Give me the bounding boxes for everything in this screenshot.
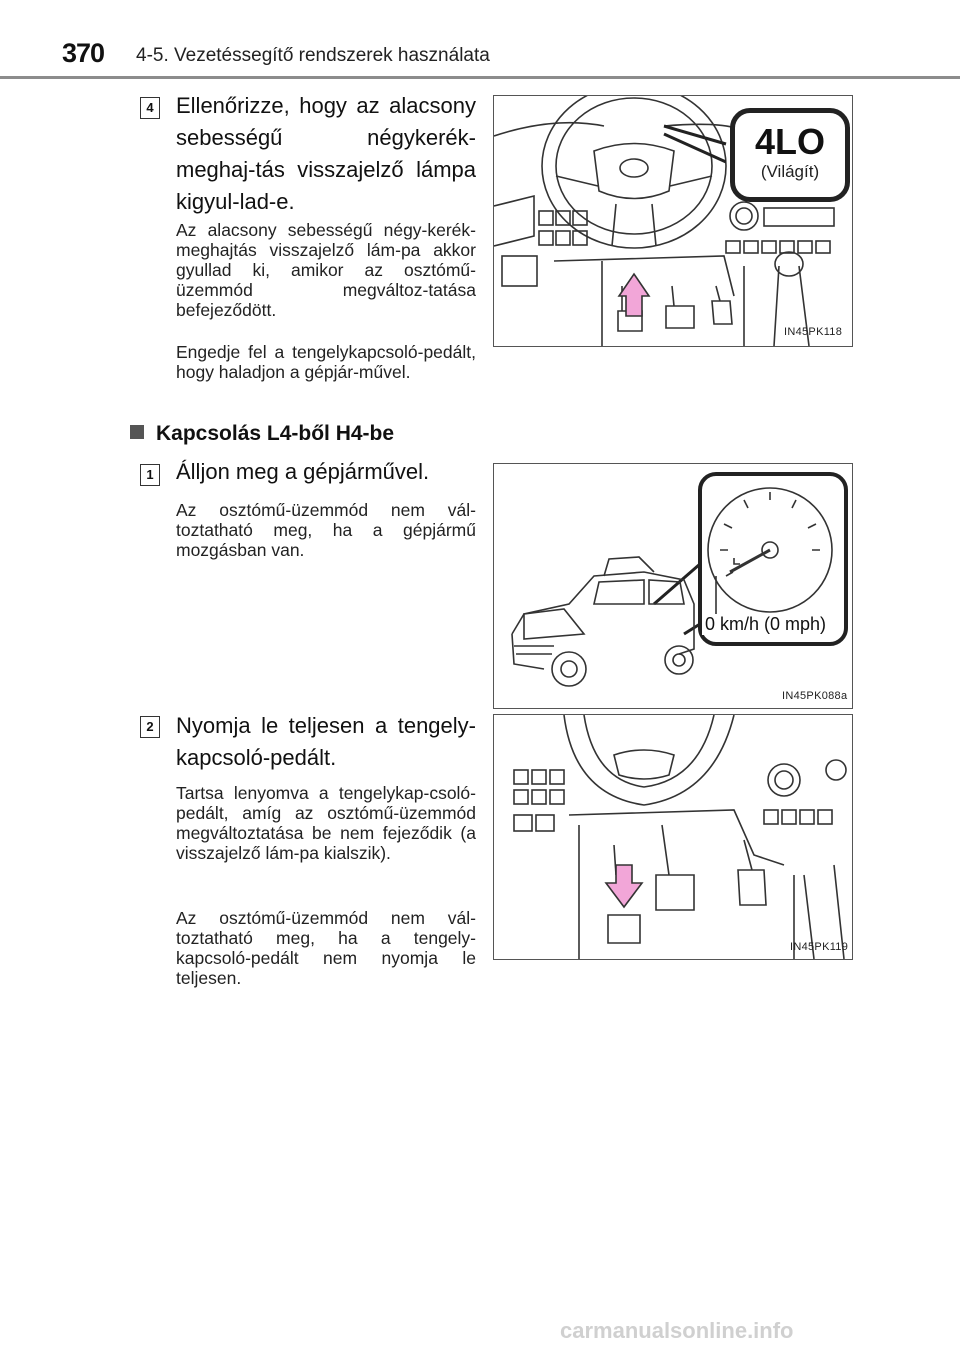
step-2-paragraph-2: Az osztómű-üzemmód nem vál-toztatható meg, ha a tengely-kapcsoló-pedált nem nyomja le teljesen.: [176, 908, 476, 988]
chapter-title: 4-5. Vezetéssegítő rendszerek használata: [136, 45, 490, 66]
speedometer-vehicle-illustration: [494, 464, 852, 708]
arrow-up-icon: [619, 274, 649, 316]
section-heading: [130, 422, 394, 446]
arrow-down-icon: [606, 865, 642, 907]
header-rule: [0, 76, 960, 79]
step-badge-4: 4: [140, 97, 160, 119]
figure-code: IN45PK118: [784, 326, 843, 338]
callout-4lo: [730, 108, 850, 202]
step-badge-1: 1: [140, 464, 160, 486]
step-badge-2: 2: [140, 716, 160, 738]
page-number: 370: [62, 38, 105, 68]
figure-code: IN45PK088a: [782, 690, 848, 702]
section-title: Kapcsolás L4-ből H4-be: [156, 422, 395, 445]
callout-lit-label: (Világít): [760, 162, 820, 181]
page-header: [0, 0, 960, 80]
watermark: carmanualsonline.info: [560, 1318, 794, 1343]
step-4-paragraph-1: Az alacsony sebességű négy-kerék-meghajtás visszajelző lám-pa akkor gyullad ki, amikor az osztómű-üzemmód megváltoz-tatása befejeződött.: [176, 220, 476, 320]
speed-label: 0 km/h (0 mph): [702, 614, 829, 635]
step-4-title: Ellenőrizze, hogy az alacsony sebességű négykerék-meghaj-tás visszajelző lámpa kigyul-lad-e.: [176, 93, 476, 214]
step-1-paragraph-1: Az osztómű-üzemmód nem vál-toztatható meg, ha a gépjármű mozgásban van.: [176, 500, 476, 560]
step-2-title: Nyomja le teljesen a tengely-kapcsoló-pedált.: [176, 713, 476, 770]
callout-4lo-label: 4LO: [754, 121, 825, 162]
figure-4lo-indicator: [493, 95, 853, 347]
figure-code: IN45PK119: [790, 941, 849, 953]
section-square-icon: [130, 425, 144, 439]
figure-clutch-pedal: [493, 714, 853, 960]
step-4-paragraph-2: Engedje fel a tengelykapcsoló-pedált, hogy haladjon a gépjár-művel.: [176, 342, 476, 382]
step-1-title: Álljon meg a gépjárművel.: [176, 459, 430, 484]
step-2-paragraph-1: Tartsa lenyomva a tengelykap-csoló-pedált, amíg az osztómű-üzemmód megváltoztatása be nem fejeződik (a visszajelző lám-pa kialszik).: [176, 783, 476, 863]
figure-vehicle-stop: [493, 463, 853, 709]
pedal-illustration: [494, 715, 852, 959]
